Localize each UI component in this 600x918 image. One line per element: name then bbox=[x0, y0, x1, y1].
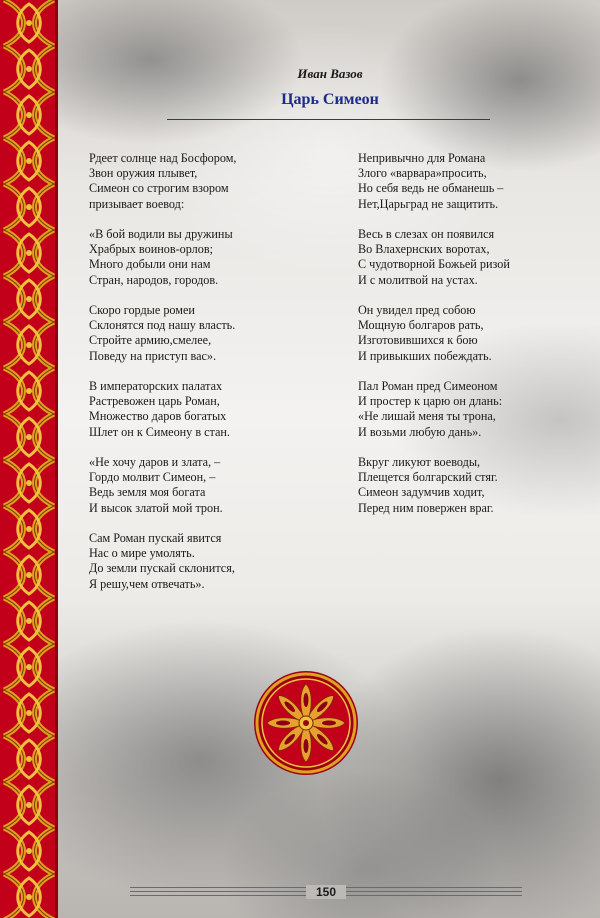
title-divider bbox=[167, 119, 490, 120]
poem-line: Гордо молвит Симеон, – bbox=[89, 470, 216, 485]
poem-line: призывает воевод: bbox=[89, 196, 185, 211]
poem-line: Симеон задумчив ходит, bbox=[358, 485, 485, 500]
celtic-knot-border-pattern bbox=[0, 0, 58, 918]
poem-line: Скоро гордые ромеи bbox=[89, 303, 195, 317]
poem-line: Звон оружия плывет, bbox=[89, 166, 198, 181]
poem-line: Растревожен царь Роман, bbox=[89, 394, 220, 409]
poem-line: И возьми любую дань». bbox=[358, 424, 482, 439]
poem-line: С чудотворной Божьей ризой bbox=[358, 257, 510, 272]
stanza bbox=[358, 303, 558, 364]
poem-line: Вкруг ликуют воеводы, bbox=[358, 455, 481, 469]
stanza bbox=[89, 379, 329, 440]
stanza bbox=[358, 379, 558, 440]
poem-line: Множество даров богатых bbox=[89, 409, 227, 424]
poem-line: Изготовившихся к бою bbox=[358, 333, 478, 348]
poem-line: И высок златой мой трон. bbox=[89, 500, 223, 515]
celtic-knot-border bbox=[0, 0, 58, 918]
poem-line: Много добыли они нам bbox=[89, 257, 211, 272]
poem-line: И с молитвой на устах. bbox=[358, 272, 478, 287]
stanza bbox=[89, 151, 329, 212]
poem-line: Плещется болгарский стяг. bbox=[358, 470, 498, 485]
poem-line: Мощную болгаров рать, bbox=[358, 318, 484, 333]
poem-line: Он увидел пред собою bbox=[358, 303, 476, 317]
poem-line: «В бой водили вы дружины bbox=[89, 227, 233, 241]
poem-left-column bbox=[89, 151, 329, 607]
poem-line: И привыкших побеждать. bbox=[358, 348, 492, 363]
poem-right-column bbox=[358, 151, 558, 531]
page-number: 150 bbox=[306, 885, 346, 899]
poem-line: Перед ним повержен враг. bbox=[358, 500, 494, 515]
poem-line: Весь в слезах он появился bbox=[358, 227, 495, 241]
poem-line: Симеон со строгим взором bbox=[89, 181, 229, 196]
stanza bbox=[358, 227, 558, 288]
poem-line: Рдеет солнце над Босфором, bbox=[89, 151, 237, 165]
poem-line: Злого «варвара»просить, bbox=[358, 166, 487, 181]
poem-line: Я решу,чем отвечать». bbox=[89, 576, 205, 591]
poem-line: Нет,Царьград не защитить. bbox=[358, 196, 499, 211]
stanza bbox=[89, 455, 329, 516]
poem-title: Царь Симеон bbox=[281, 91, 379, 108]
poem-author: Иван Вазов bbox=[297, 66, 363, 81]
stanza bbox=[358, 455, 558, 516]
poem-line: До земли пускай склонится, bbox=[89, 561, 235, 576]
poem-line: Шлет он к Симеону в стан. bbox=[89, 424, 230, 439]
poem-line: Но себя ведь не обманешь – bbox=[358, 181, 504, 196]
poem-line: Склонятся под нашу власть. bbox=[89, 318, 236, 333]
poem-line: «Не хочу даров и злата, – bbox=[89, 455, 221, 469]
stanza bbox=[358, 151, 558, 212]
poem-line: В императорских палатах bbox=[89, 379, 223, 393]
poem-line: Сам Роман пускай явится bbox=[89, 531, 222, 545]
stanza bbox=[89, 303, 329, 364]
poem-line: «Не лишай меня ты трона, bbox=[358, 409, 496, 424]
poem-line: Стройте армию,смелее, bbox=[89, 333, 212, 348]
stanza bbox=[89, 531, 329, 592]
poem-line: Храбрых воинов-орлов; bbox=[89, 242, 213, 257]
poem-line: Во Влахернских воротах, bbox=[358, 242, 490, 257]
poem-line: Непривычно для Романа bbox=[358, 151, 486, 165]
stanza bbox=[89, 227, 329, 288]
poem-line: Ведь земля моя богата bbox=[89, 485, 206, 500]
poem-line: Нас о мире умолять. bbox=[89, 546, 195, 561]
poem-line: Пал Роман пред Симеоном bbox=[358, 379, 498, 393]
poem-line: Стран, народов, городов. bbox=[89, 272, 219, 287]
rosette-medallion-icon bbox=[253, 670, 359, 776]
poem-line: Поведу на приступ вас». bbox=[89, 348, 217, 363]
poem-line: И простер к царю он длань: bbox=[358, 394, 503, 409]
